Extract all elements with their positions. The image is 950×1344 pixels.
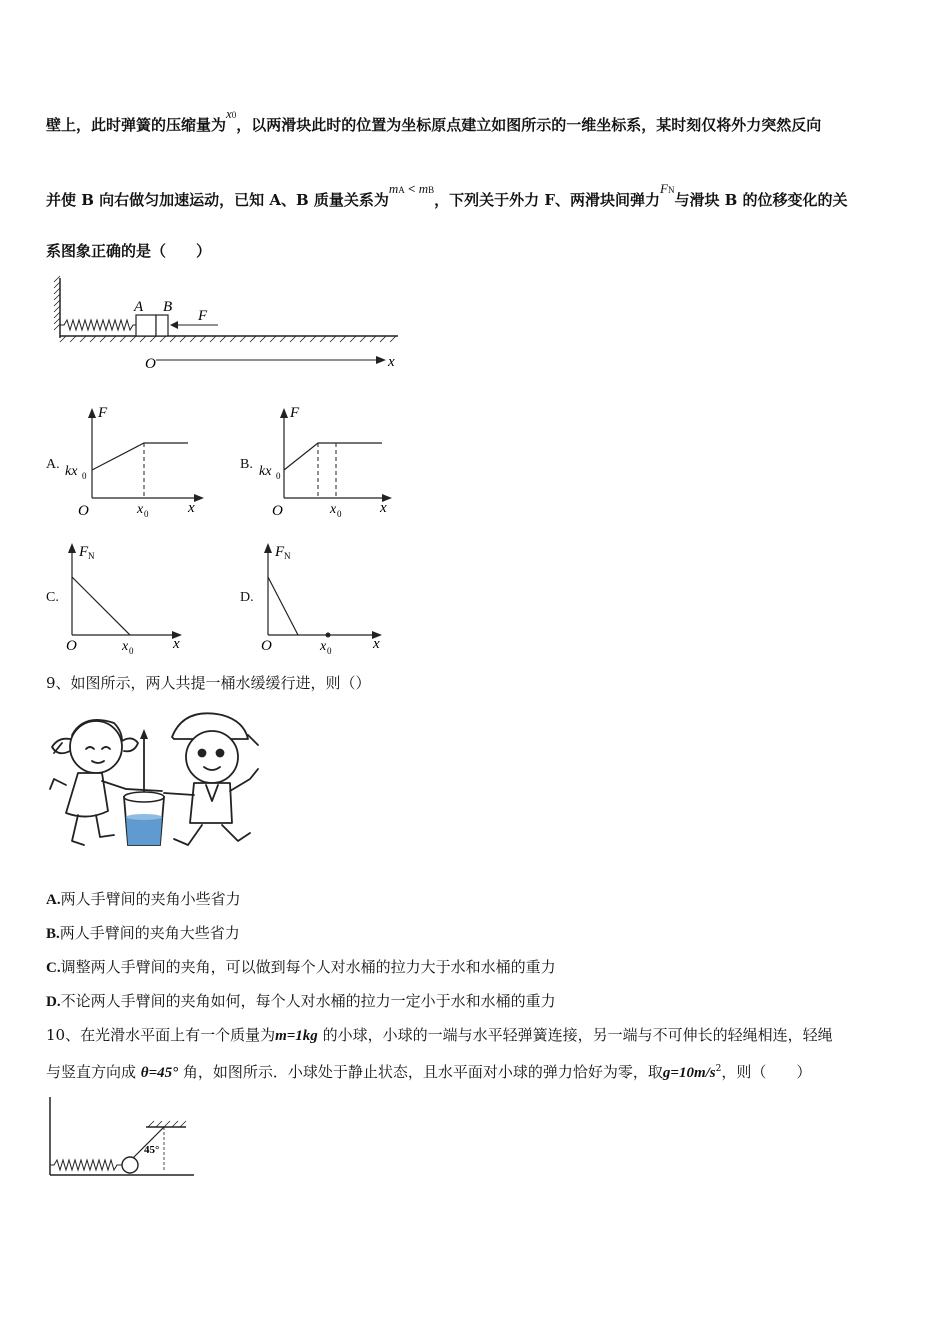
svg-text:x: x [373,636,380,652]
option-b-label[interactable]: B. [240,457,253,472]
svg-text:O: O [66,638,77,654]
option-d-label[interactable]: D. [240,590,254,605]
svg-text:N: N [88,551,95,561]
svg-text:x: x [380,500,387,516]
label-b: B [163,299,173,315]
q9-option-a[interactable]: A.两人手臂间的夹角小些省力 [46,890,241,908]
angle-label: 45° [144,1144,160,1156]
svg-text:F: F [275,544,285,560]
svg-text:O: O [78,503,89,519]
svg-text:x: x [330,502,337,517]
spring [50,1160,122,1170]
svg-text:x: x [320,639,327,654]
q8-setup-figure [46,270,406,375]
svg-text:N: N [284,551,291,561]
q8-line-3: 系图象正确的是（ ） [46,242,212,260]
svg-text:0: 0 [144,509,149,519]
option-a-label[interactable]: A. [46,457,60,472]
kids-carrying-bucket-figure [44,705,269,855]
q8-line-1: 壁上，此时弹簧的压缩量为x0，以两滑块此时的位置为坐标原点建立如图所示的一维坐标系，某时刻仅将外力突然反向 [46,106,822,134]
svg-text:kx: kx [65,464,78,479]
svg-text:x: x [188,500,195,516]
label-origin: O [145,356,156,372]
svg-text:kx: kx [259,464,272,479]
option-d-graph[interactable] [256,535,391,660]
svg-text:0: 0 [129,646,134,656]
option-a-graph[interactable] [62,400,212,525]
x0-symbol: x0 [226,106,237,121]
svg-text:x: x [137,502,144,517]
option-c-label[interactable]: C. [46,590,59,605]
q10-figure [46,1093,201,1183]
label-a: A [134,299,144,315]
option-c-graph[interactable] [60,535,195,660]
option-b-graph[interactable] [256,400,406,525]
label-f: F [198,308,208,324]
svg-text:O: O [272,503,283,519]
block-b [156,315,168,336]
svg-text:O: O [261,638,272,654]
svg-text:0: 0 [327,646,332,656]
q9-option-b[interactable]: B.两人手臂间的夹角大些省力 [46,924,240,942]
label-x: x [388,354,395,370]
q10-line-2: 与竖直方向成 θ=45° 角，如图所示．小球处于静止状态，且水平面对小球的弹力恰好为零，取$g=10m/s^2$，则（ ） [46,1063,812,1081]
mass-relation: mA < mB [388,181,435,196]
svg-text:0: 0 [82,471,87,481]
ball [122,1157,138,1173]
q9-option-d[interactable]: D.不论两人手臂间的夹角如何，每个人对水桶的拉力一定小于水和水桶的重力 [46,992,556,1010]
block-a [136,315,156,336]
q8-line-2: 并使 B 向右做匀加速运动，已知 A、B 质量关系为mA < mB，下列关于外力 F、两滑块间弹力FN与滑块 B 的位移变化的关 [46,181,848,209]
q10-line-1: 10、在光滑水平面上有一个质量为m=1kg 的小球，小球的一端与水平轻弹簧连接，另一端与不可伸长的轻绳相连，轻绳 [46,1026,833,1044]
svg-text:x: x [122,639,129,654]
q9-stem: 9、如图所示，两人共提一桶水缓缓行进，则（） [46,674,371,692]
svg-text:0: 0 [276,471,281,481]
svg-text:x: x [173,636,180,652]
svg-text:0: 0 [337,509,342,519]
svg-text:F: F [98,405,108,421]
q9-option-c[interactable]: C.调整两人手臂间的夹角，可以做到每个人对水桶的拉力大于水和水桶的重力 [46,958,556,976]
water [126,817,162,845]
svg-text:F: F [290,405,300,421]
spring [60,320,136,330]
fn-symbol: FN [659,181,675,196]
svg-text:F: F [79,544,89,560]
